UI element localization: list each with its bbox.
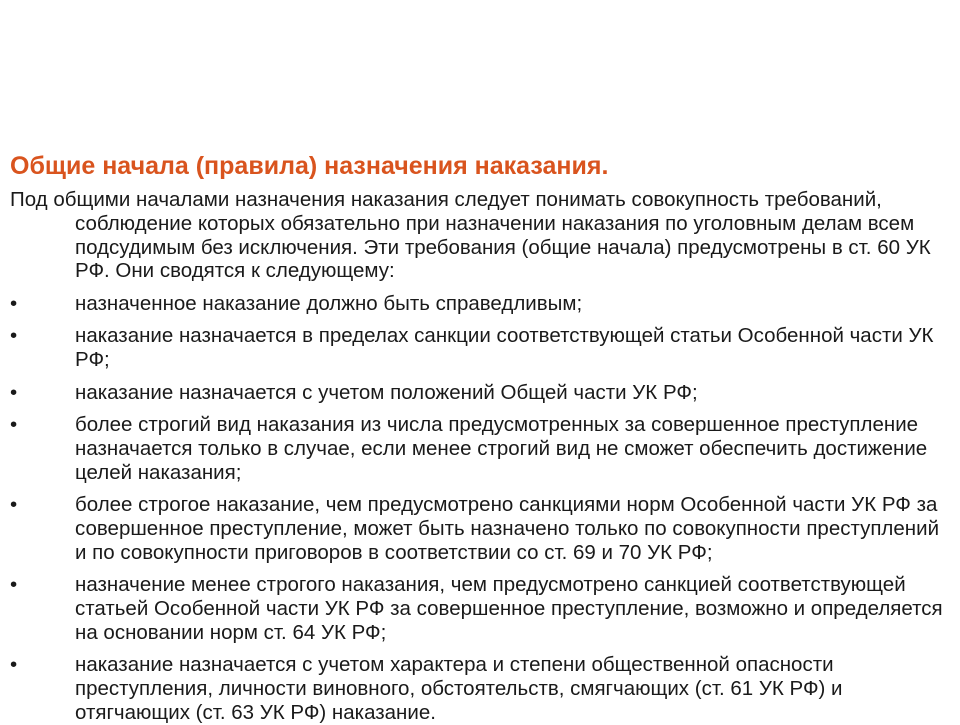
list-item (10, 493, 950, 564)
bullet-icon: • (10, 413, 18, 437)
bullet-icon: • (10, 324, 18, 348)
intro-paragraph: Под общими началами назначения наказания следует понимать совокупность требований, соблюдение которых обязательно при назначении наказания по уголовным делам всем подсудимым без исключения. Эти требования (общие начала) предусмотрены в ст. 60 УК РФ. Они сводятся к следующему: (10, 188, 931, 283)
list-item (10, 292, 950, 316)
list-item-text: наказание назначается с учетом характера и степени общественной опасности преступления, личности виновного, обстоятельств, смягчающих (ст. 61 УК РФ) и отягчающих (ст. 63 УК РФ) наказание. (75, 653, 843, 724)
principles-list (10, 292, 950, 725)
list-item (10, 573, 950, 644)
list-item-text: назначение менее строгого наказания, чем предусмотрено санкцией соответствующей статьей Особенной части УК РФ за совершенное преступление, возможно и определяется на основании норм ст. 64 УК РФ; (75, 573, 943, 644)
list-item-text: наказание назначается в пределах санкции соответствующей статьи Особенной части УК РФ; (75, 324, 934, 372)
bullet-icon: • (10, 493, 18, 517)
list-item (10, 413, 950, 484)
list-item (10, 653, 950, 724)
bullet-icon: • (10, 573, 18, 597)
list-item-text: назначенное наказание должно быть справедливым; (75, 291, 583, 315)
slide-body (10, 188, 950, 725)
list-item-text: более строгий вид наказания из числа предусмотренных за совершенное преступление назначается только в случае, если менее строгий вид не сможет обеспечить достижение целей наказания; (75, 413, 928, 484)
list-item (10, 381, 950, 405)
slide-title: Общие начала (правила) назначения наказания. (10, 152, 609, 180)
bullet-icon: • (10, 380, 18, 404)
list-item-text: более строгое наказание, чем предусмотрено санкциями норм Особенной части УК РФ за совершенное преступление, может быть назначено только по совокупности преступлений и по совокупности приговоров в соответствии со ст. 69 и 70 УК РФ; (75, 493, 940, 564)
bullet-icon: • (10, 291, 18, 315)
bullet-icon: • (10, 653, 18, 677)
list-item (10, 324, 950, 372)
list-item-text: наказание назначается с учетом положений Общей части УК РФ; (75, 380, 698, 404)
